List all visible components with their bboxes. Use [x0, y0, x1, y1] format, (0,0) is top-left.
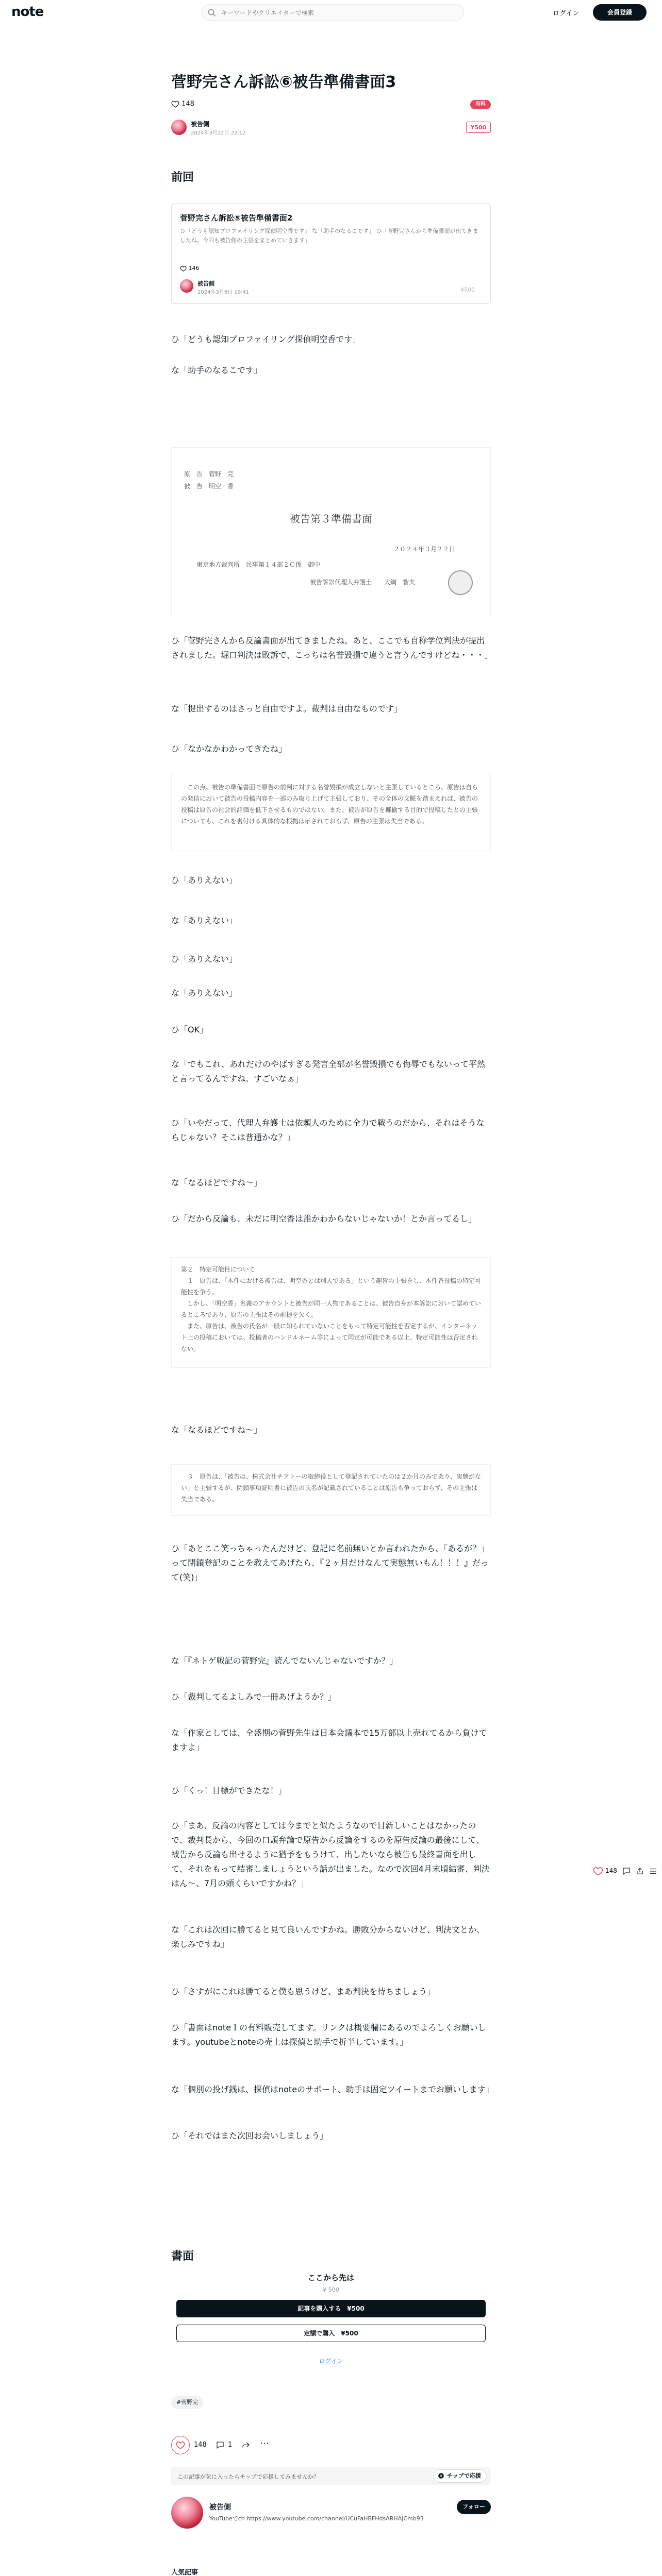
dialogue-line: な「ありえない」	[171, 988, 238, 998]
doc-defendant: 被 告 明空 香	[184, 483, 234, 490]
comment-icon[interactable]	[622, 1867, 631, 1876]
tip-banner	[171, 2467, 491, 2485]
doc-plaintiff: 原 告 菅野 完	[184, 470, 234, 478]
profile-name[interactable]: 被告側	[209, 2503, 231, 2512]
tip-banner-text: この記事が気に入ったらチップで応援してみませんか？	[177, 2473, 319, 2480]
like-button[interactable]	[171, 2436, 190, 2454]
dialogue-line: ひ「書面はnote１の有料販売してます。リンクは概要欄にあるのでよろしくお願いします。youtubeとnoteの売上は探偵と助手で折半しています。」	[171, 2023, 486, 2047]
doc-paragraph: １ 原告は、「本件における被告は、明空香とは別人である」という趣旨の主張をし、本件各投稿の特定可能性を争う。	[181, 1277, 482, 1296]
search-input[interactable]	[220, 7, 454, 19]
paywall-heading: ここから先は	[307, 2273, 354, 2282]
card-title: 菅野完さん訴訟⑤被告準備書面2	[180, 213, 293, 223]
dialogue-line: な「提出するのはさっと自由ですよ。裁判は自由なものです」	[171, 704, 403, 714]
doc-paragraph: ３ 原告は、「被告は、株式会社チアトーの取締役として登記されていたのは２か月のみであり、実態がない」と主張するが、閉鎖事項証明書に被告の氏名が記載されていることは原告も争っておらず、その主張は失当である。	[181, 1473, 482, 1503]
dialogue-line: ひ「さすがにこれは勝てると僕も思うけど、まあ判決を待ちましょう」	[171, 1987, 436, 1996]
note-logo[interactable]: note	[11, 4, 44, 20]
dialogue-line: ひ「まあ、反論の内容としては今までと似たようなので目新しいことはなかったので、裁判長から、今回の口頭弁論で原告から反論をするのを原告反論の最後にして、被告から反論も出せるように猶予をもうけて、出したいなら被告も最終書面を出して、それをもって結審しましょうという話が出ました。なので次回4月末頃結審、判決はん〜、7月の頭くらいですかね？」	[171, 1821, 490, 1888]
like-count: 148	[194, 2441, 207, 2449]
document-image-excerpt	[171, 774, 491, 851]
more-icon[interactable]: ⋯	[260, 2438, 269, 2449]
document-image-registry	[171, 1464, 491, 1516]
alt-purchase-button[interactable]: 定額で購入 ¥500	[176, 2325, 486, 2342]
price-tag[interactable]: ¥500	[466, 122, 491, 133]
dialogue-line: な「助手のなるこです」	[171, 365, 262, 375]
card-price: ¥500	[460, 286, 475, 293]
dialogue-line: な「これは次回に勝てると見て良いんですかね。勝敗分からないけど、判決文とか、楽しみですね」	[171, 1925, 485, 1949]
menu-icon[interactable]	[649, 1867, 658, 1876]
publish-date: 2024年3月22日 22:12	[191, 130, 246, 136]
dialogue-line: ひ「くっ！目標ができたな！」	[171, 1786, 287, 1795]
hashtag[interactable]: #菅野完	[171, 2396, 203, 2409]
follow-button[interactable]: フォロー	[457, 2500, 491, 2514]
dialogue-line: な「作家としては、全盛期の菅野先生は日本会議本で15万部以上売れてるから負けてますよ」	[171, 1728, 487, 1752]
like-count: 148	[181, 100, 194, 108]
doc-title: 被告第３準備書面	[290, 513, 372, 525]
search-icon	[208, 9, 216, 17]
doc-date: ２０２４年３月２２日	[393, 546, 456, 553]
paywall-login-link[interactable]: ログイン	[319, 2358, 343, 2365]
heart-icon[interactable]	[593, 1866, 603, 1876]
signup-button[interactable]: 会員登録	[593, 4, 647, 21]
doc-paragraph: しかし、「明空香」名義のアカウントと被告が同一人物であることは、被告自身が本訴訟において認めているところであり、原告の主張はその前提を欠く。	[181, 1300, 481, 1318]
dialogue-line: ひ「いやだって、代理人弁護士は依頼人のために全力で戦うのだから、それはそうならじゃない？そこは普通かな？」	[171, 1118, 485, 1142]
share-icon[interactable]	[635, 1867, 644, 1876]
dialogue-line: な「なるほどですね〜」	[171, 1178, 262, 1188]
doc-paragraph: また、原告は、被告の氏名が一般に知られていないことをもって特定可能性を否定するが、インターネット上の投稿においては、投稿者のハンドルネーム等によって同定が可能である以上、特定可能性は否定されない。	[181, 1323, 478, 1352]
site-header	[0, 0, 662, 25]
card-date: 2024年3月9日 19:41	[197, 290, 250, 295]
dialogue-line: な「ありえない」	[171, 916, 238, 925]
card-author-avatar	[180, 279, 193, 293]
popular-heading: 人気記事	[171, 2569, 198, 2576]
dialogue-line: ひ「どうも認知プロファイリング探偵明空香です」	[171, 334, 361, 344]
dialogue-line: な「個別の投げ銭は、探偵はnoteのサポート、助手は固定ツイートまでお願いします」	[171, 2084, 494, 2094]
paid-section-heading: 書面	[171, 2250, 194, 2263]
seal-stamp	[448, 570, 473, 595]
dialogue-line: ひ「なかなかわかってきたね」	[171, 744, 287, 754]
doc-paragraph: この点、被告の準備書面で原告の前判に対する名誉毀損が成立しないと主張しているところ、原告は自らの発信において被告の投稿内容を一部のみ取り上げて主張しており、その全体の文脈を踏まえれば、被告の投稿は原告の社会的評価を低下させるものではない。また、被告が原告を揶揄する目的で投稿したとの主張についても、これを裏付ける具体的な根拠は示されておらず、原告の主張は失当である。	[181, 784, 478, 825]
dialogue-line: ひ「ありえない」	[171, 875, 238, 885]
heart-icon	[180, 265, 187, 272]
side-like-count: 148	[605, 1867, 617, 1874]
dialogue-line: ひ「裁判してるよしみで一冊あげようか？」	[171, 1692, 337, 1702]
heart-icon	[176, 2441, 185, 2450]
tip-icon	[438, 2472, 444, 2479]
previous-heading: 前回	[171, 171, 194, 184]
dialogue-line: ひ「OK」	[171, 1025, 208, 1035]
card-excerpt: ひ「どうも認知プロファイリング探偵明空香です」 な「助手のなるこです」 ひ「菅野完さんから準備書面が出てきましたね。今回も被告側の主張をまとめていきます」	[180, 228, 478, 244]
doc-court: 東京地方裁判所 民事第１４部２Ｃ係 御中	[196, 561, 321, 568]
paid-badge: 有料	[470, 100, 491, 109]
dialogue-line: ひ「それではまた次回お会いしましょう」	[171, 2131, 328, 2141]
comment-count: 1	[228, 2441, 233, 2449]
article-title: 菅野完さん訴訟⑥被告準備書面3	[171, 73, 396, 91]
dialogue-line: な「『ネトゲ戦記の菅野完』読んでないんじゃないですか？」	[171, 1656, 398, 1666]
comment-icon[interactable]	[216, 2441, 225, 2450]
article-like-count[interactable]	[171, 100, 194, 110]
document-image-identification	[171, 1257, 491, 1368]
dialogue-line: ひ「だから反論も、未だに明空香は誰かわからないじゃないか！とか言ってるし」	[171, 1214, 477, 1224]
profile-bio: YouTubeでch https://www.youtube.com/channel/UCuFaHBFHdsARHAJCmb93	[209, 2515, 424, 2522]
author-avatar[interactable]	[171, 120, 187, 135]
dialogue-line: ひ「ありえない」	[171, 954, 238, 964]
profile-avatar[interactable]	[171, 2497, 203, 2529]
author-name[interactable]: 被告側	[191, 121, 210, 128]
doc-lawyer: 被告訴訟代理人弁護士 大綱 智夫	[310, 579, 416, 586]
dialogue-line: な「なるほどですね〜」	[171, 1425, 262, 1435]
paywall-meta: ¥ 500	[323, 2286, 339, 2293]
heart-icon	[171, 100, 179, 108]
card-author-name: 被告側	[197, 280, 214, 287]
tip-button[interactable]	[433, 2469, 487, 2483]
login-link[interactable]: ログイン	[553, 10, 580, 18]
doc-heading: 第２ 特定可能性について	[181, 1266, 255, 1273]
previous-article-card[interactable]	[171, 204, 491, 304]
dialogue-line: ひ「菅野完さんから反論書面が出てきましたね。あと、ここでも自称学位判決が提出されました。堀口判決は敗訴で、こっちは名誉毀損で違うと言うんですけどね・・・」	[171, 636, 493, 660]
buy-article-button[interactable]: 記事を購入する ¥500	[176, 2300, 486, 2317]
tip-button-label: チップで応援	[447, 2472, 481, 2479]
search-box[interactable]	[201, 4, 464, 21]
document-image-cover	[171, 447, 491, 617]
dialogue-line: な「でもこれ、あれだけのやばすぎる発言全部が名誉毀損でも侮辱でもないって平然と言ってるんですね。すごいなぁ」	[171, 1059, 485, 1083]
share-icon[interactable]	[241, 2441, 251, 2450]
card-like-count	[180, 265, 200, 272]
dialogue-line: ひ「あとここ笑っちゃったんだけど、登記に名前無いとか言われたから、「あるが？」って閉鎖登記のことを教えてあげたら、『２ヶ月だけなんて実態無いもん！！！』だって(笑)」	[171, 1544, 489, 1582]
card-like-number: 146	[188, 265, 200, 272]
